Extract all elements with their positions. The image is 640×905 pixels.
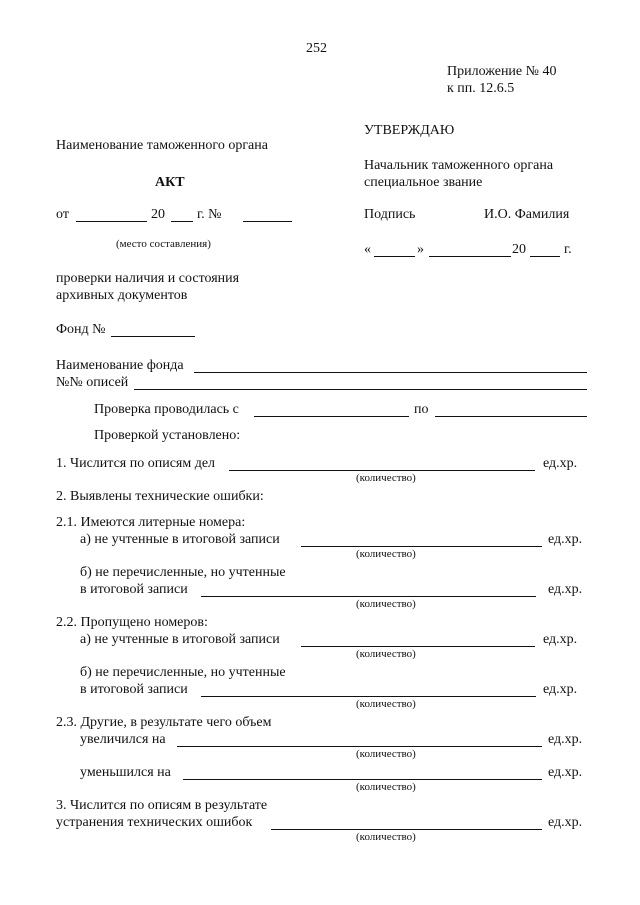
item-2-1-b-line (201, 596, 536, 597)
check-from-label: Проверка проводилась с (94, 402, 239, 417)
item-1-unit: ед.хр. (543, 456, 578, 471)
approval-name-label: И.О. Фамилия (484, 207, 570, 222)
approval-signature-label: Подпись (364, 207, 416, 222)
item-2-1-b-label-2: в итоговой записи (80, 582, 188, 597)
item-2-1-b-quantity-hint: (количество) (356, 598, 416, 610)
item-2-3-decrease-quantity-hint: (количество) (356, 781, 416, 793)
approval-day-line (374, 256, 415, 257)
item-2-1-b-unit: ед.хр. (548, 582, 583, 597)
item-2-1-a-line (301, 546, 542, 547)
item-2-2-b-line (201, 696, 536, 697)
item-2-2-a-line (301, 646, 535, 647)
inventories-line (134, 389, 587, 390)
approval-year-suffix: г. (564, 242, 572, 257)
item-3-quantity-hint: (количество) (356, 831, 416, 843)
approval-title: УТВЕРЖДАЮ (364, 123, 455, 138)
fond-name-line (194, 372, 587, 373)
item-2-3-increase-label: увеличился на (80, 732, 166, 747)
item-2-2-label: 2.2. Пропущено номеров: (56, 615, 208, 630)
date-year-prefix: 20 (151, 207, 165, 222)
item-2-1-a-unit: ед.хр. (548, 532, 583, 547)
item-2-2-b-label-2: в итоговой записи (80, 682, 188, 697)
approval-quote-open: « (364, 242, 371, 257)
fond-name-label: Наименование фонда (56, 358, 184, 373)
subject-line-2: архивных документов (56, 288, 188, 303)
item-2-3-increase-line (177, 746, 542, 747)
item-1-quantity-hint: (количество) (356, 472, 416, 484)
item-3-label-2: устранения технических ошибок (56, 815, 253, 830)
subject-line-1: проверки наличия и состояния (56, 271, 240, 286)
item-1-label: 1. Числится по описям дел (56, 456, 216, 471)
check-to-line (435, 416, 587, 417)
appendix-number: Приложение № 40 (447, 64, 557, 79)
approval-month-line (429, 256, 511, 257)
inventories-label: №№ описей (56, 375, 129, 390)
check-established: Проверкой установлено: (94, 428, 241, 443)
approval-quote-close: » (417, 242, 424, 257)
item-2-1-label: 2.1. Имеются литерные номера: (56, 515, 246, 530)
item-2-2-b-label-1: б) не перечисленные, но учтенные (80, 665, 286, 680)
item-2-3-decrease-label: уменьшился на (80, 765, 171, 780)
item-3-line (271, 829, 542, 830)
fond-number-line (111, 336, 195, 337)
item-2-3-decrease-unit: ед.хр. (548, 765, 583, 780)
item-1-line (229, 470, 535, 471)
appendix-clause: к пп. 12.6.5 (447, 81, 515, 96)
approval-position: Начальник таможенного органа (364, 158, 554, 173)
approval-year-line (530, 256, 560, 257)
date-from-label: от (56, 207, 69, 222)
item-2-1-b-label-1: б) не перечисленные, но учтенные (80, 565, 286, 580)
date-number-label: г. № (197, 207, 222, 222)
item-2-3-increase-quantity-hint: (количество) (356, 748, 416, 760)
page-number: 252 (306, 41, 327, 56)
date-day-month-line (76, 221, 147, 222)
item-2-label: 2. Выявлены технические ошибки: (56, 489, 264, 504)
customs-body-name: Наименование таможенного органа (56, 138, 268, 153)
item-2-3-decrease-line (183, 779, 542, 780)
check-from-line (254, 416, 409, 417)
item-3-label-1: 3. Числится по описям в результате (56, 798, 268, 813)
item-2-1-a-label: а) не учтенные в итоговой записи (80, 532, 280, 547)
date-year-line (171, 221, 193, 222)
item-2-2-a-label: а) не учтенные в итоговой записи (80, 632, 280, 647)
item-2-1-a-quantity-hint: (количество) (356, 548, 416, 560)
fond-number-label: Фонд № (56, 322, 106, 337)
item-2-3-label: 2.3. Другие, в результате чего объем (56, 715, 272, 730)
act-title: АКТ (155, 175, 185, 190)
approval-year-prefix: 20 (512, 242, 526, 257)
check-to-label: по (414, 402, 429, 417)
item-2-2-a-unit: ед.хр. (543, 632, 578, 647)
item-2-3-increase-unit: ед.хр. (548, 732, 583, 747)
act-number-line (243, 221, 292, 222)
item-2-2-a-quantity-hint: (количество) (356, 648, 416, 660)
item-2-2-b-unit: ед.хр. (543, 682, 578, 697)
item-2-2-b-quantity-hint: (количество) (356, 698, 416, 710)
place-label: (место составления) (116, 238, 211, 250)
approval-rank: специальное звание (364, 175, 483, 190)
item-3-unit: ед.хр. (548, 815, 583, 830)
